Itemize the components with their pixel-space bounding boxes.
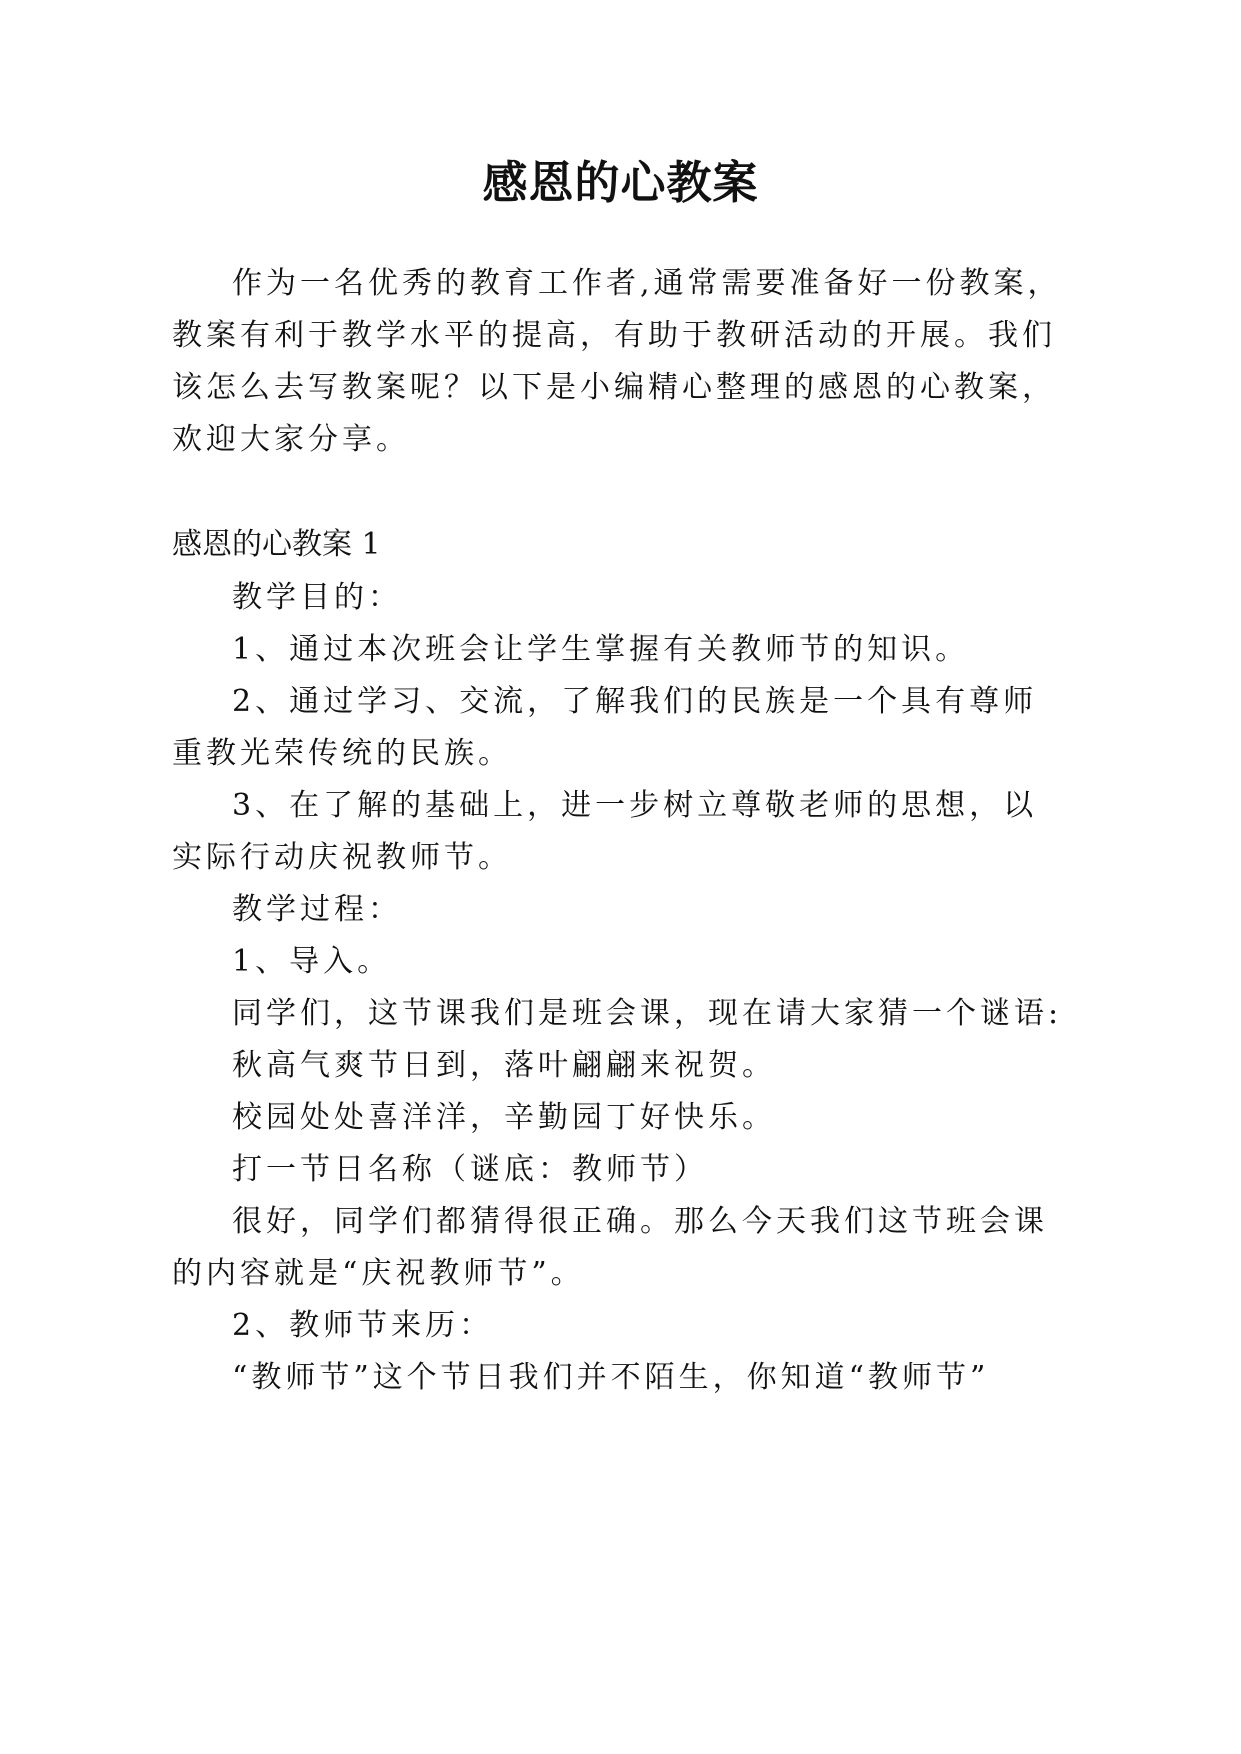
intro-line-3: 该怎么去写教案呢？以下是小编精心整理的感恩的心教案，	[172, 370, 1056, 405]
goal-2-line-2: 重教光荣传统的民族。	[172, 736, 512, 771]
response-line-1: 很好，同学们都猜得很正确。那么今天我们这节班会课	[232, 1204, 1048, 1239]
goals-label: 教学目的：	[232, 580, 402, 615]
riddle-line-1: 秋高气爽节日到，落叶翩翩来祝贺。	[232, 1048, 776, 1083]
riddle-answer: 打一节日名称（谜底：教师节）	[232, 1152, 708, 1187]
intro-line-1: 作为一名优秀的教育工作者,通常需要准备好一份教案，	[232, 266, 1062, 301]
document-title: 感恩的心教案	[482, 156, 759, 209]
riddle-intro: 同学们，这节课我们是班会课，现在请大家猜一个谜语:	[232, 996, 1063, 1031]
goal-3-line-2: 实际行动庆祝教师节。	[172, 840, 512, 875]
goal-3-line-1: 3、在了解的基础上，进一步树立尊敬老师的思想，以	[232, 788, 1038, 823]
response-line-2: 的内容就是“庆祝教师节”。	[172, 1256, 585, 1291]
goal-1: 1、通过本次班会让学生掌握有关教师节的知识。	[232, 632, 970, 667]
riddle-line-2: 校园处处喜洋洋，辛勤园丁好快乐。	[232, 1100, 776, 1135]
step-2: 2、教师节来历：	[232, 1308, 494, 1343]
section-heading: 感恩的心教案 1	[172, 527, 381, 562]
origin-line-1: “教师节”这个节日我们并不陌生，你知道“教师节”	[232, 1360, 990, 1395]
step-1: 1、导入。	[232, 944, 392, 979]
goal-2-line-1: 2、通过学习、交流，了解我们的民族是一个具有尊师	[232, 684, 1038, 719]
intro-line-4: 欢迎大家分享。	[172, 422, 410, 457]
intro-line-2: 教案有利于教学水平的提高，有助于教研活动的开展。我们	[172, 318, 1056, 353]
process-label: 教学过程：	[232, 892, 402, 927]
